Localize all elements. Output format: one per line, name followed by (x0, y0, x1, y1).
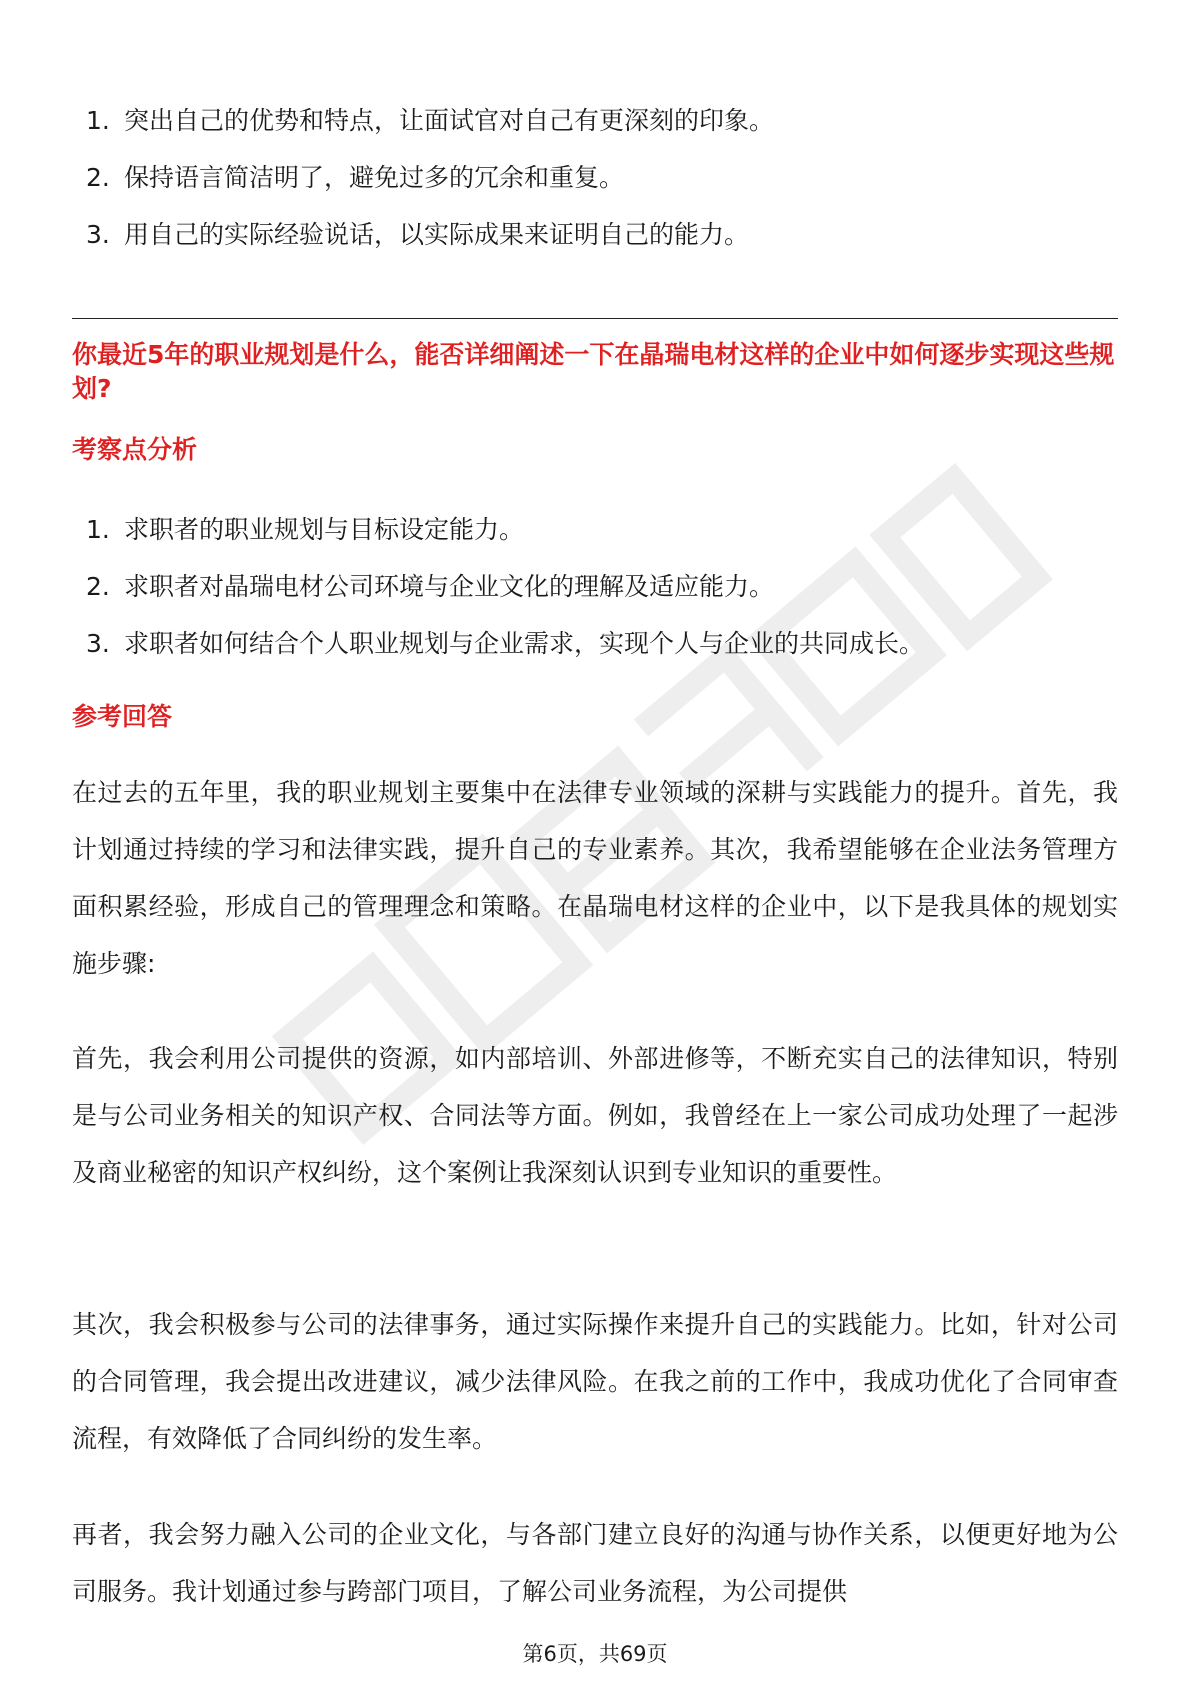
list-text: 求职者的职业规划与目标设定能力。 (124, 515, 525, 544)
list-text: 求职者对晶瑞电材公司环境与企业文化的理解及适应能力。 (124, 572, 775, 601)
answer-paragraph: 在过去的五年里，我的职业规划主要集中在法律专业领域的深耕与实践能力的提升。首先，我计划通过持续的学习和法律实践，提升自己的专业素养。其次，我希望能够在企业法务管理方面积累经验，形成自己的管理理念和策略。在晶瑞电材这样的企业中，以下是我具体的规划实施步骤: (72, 778, 1118, 978)
analysis-heading: 考察点分析 (72, 435, 198, 464)
list-number: 3. (86, 220, 110, 249)
list-item (72, 569, 924, 605)
section-divider (72, 318, 1118, 319)
list-item (72, 160, 774, 196)
answer-heading: 参考回答 (72, 702, 173, 731)
answer-paragraph: 再者，我会努力融入公司的企业文化，与各部门建立良好的沟通与协作关系，以便更好地为公司服务。我计划通过参与跨部门项目，了解公司业务流程，为公司提供 (72, 1520, 1118, 1606)
answer-paragraph: 首先，我会利用公司提供的资源，如内部培训、外部进修等，不断充实自己的法律知识，特别是与公司业务相关的知识产权、合同法等方面。例如，我曾经在上一家公司成功处理了一起涉及商业秘密的知识产权纠纷，这个案例让我深刻认识到专业知识的重要性。 (72, 1044, 1118, 1187)
list-number: 3. (86, 629, 110, 658)
intro-tips-list (72, 103, 774, 274)
analysis-points-list (72, 512, 924, 683)
list-item (72, 626, 924, 662)
list-number: 2. (86, 163, 110, 192)
list-item (72, 103, 774, 139)
list-text: 突出自己的优势和特点，让面试官对自己有更深刻的印象。 (124, 106, 775, 135)
list-number: 1. (86, 515, 110, 544)
list-number: 2. (86, 572, 110, 601)
list-text: 用自己的实际经验说话，以实际成果来证明自己的能力。 (124, 220, 750, 249)
list-number: 1. (86, 106, 110, 135)
list-text: 求职者如何结合个人职业规划与企业需求，实现个人与企业的共同成长。 (124, 629, 925, 658)
list-item (72, 512, 924, 548)
question-heading: 你最近5年的职业规划是什么，能否详细阐述一下在晶瑞电材这样的企业中如何逐步实现这些规划? (72, 340, 1115, 403)
list-item (72, 217, 774, 253)
list-text: 保持语言简洁明了，避免过多的冗余和重复。 (124, 163, 625, 192)
page-footer: 第6页，共69页 (522, 1642, 668, 1666)
answer-paragraph: 其次，我会积极参与公司的法律事务，通过实际操作来提升自己的实践能力。比如，针对公司的合同管理，我会提出改进建议，减少法律风险。在我之前的工作中，我成功优化了合同审查流程，有效降低了合同纠纷的发生率。 (72, 1310, 1118, 1453)
